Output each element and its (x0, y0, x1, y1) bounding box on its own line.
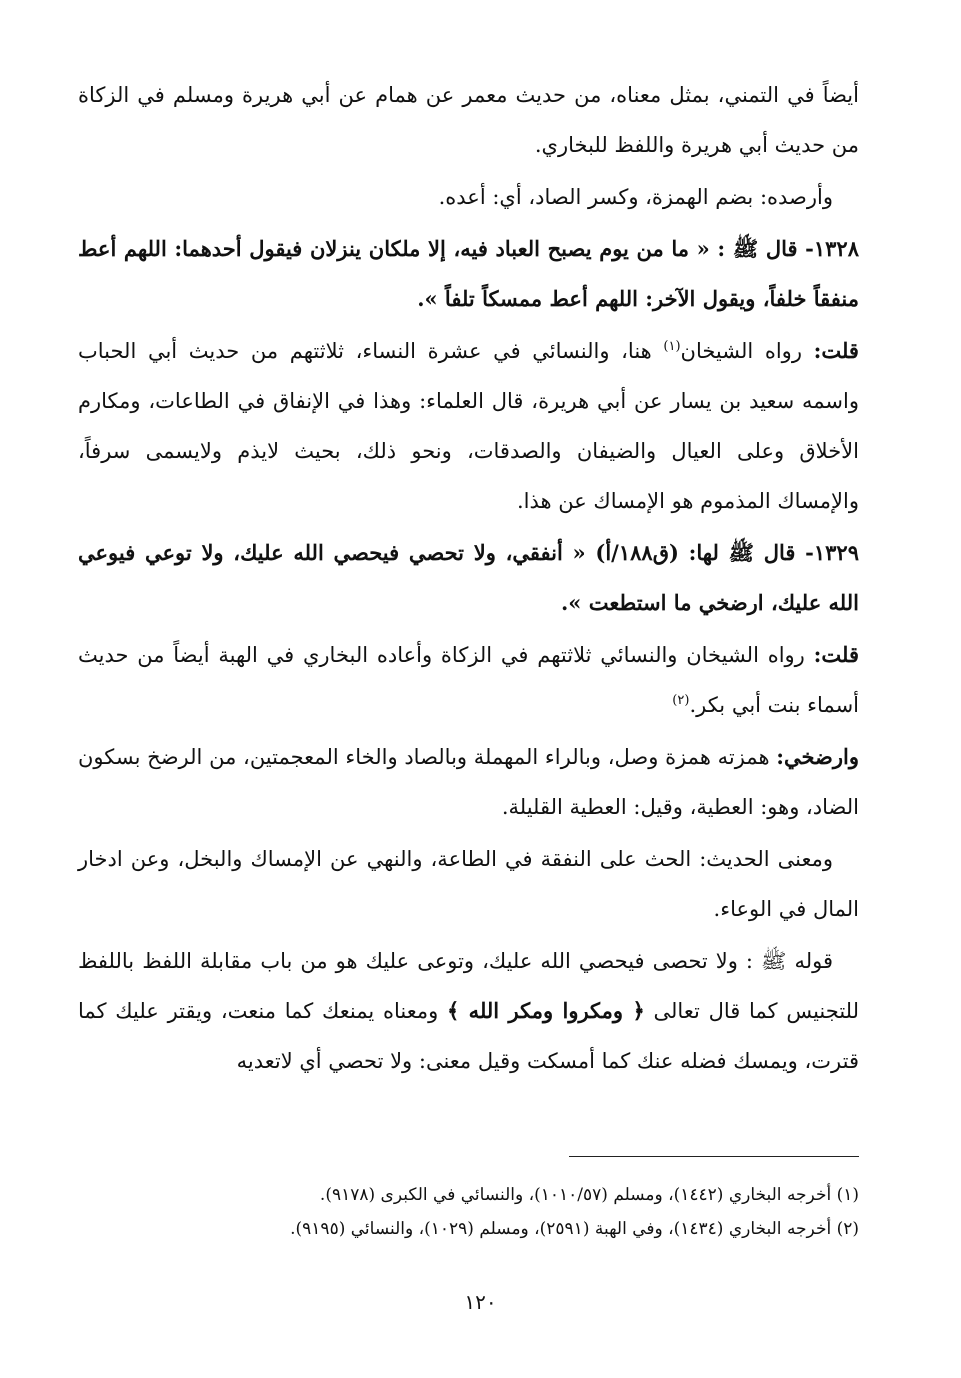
paragraph-definition: وأرصده: بضم الهمزة، وكسر الصاد، أي: أعده. (438, 185, 833, 209)
footnote-1: (١) أخرجه البخاري (١٤٤٢)، ومسلم (١٠١٠/٥٧)، والنسائي في الكبرى (٩١٧٨). (319, 1185, 859, 1205)
commentary-text: هنا، والنسائي في عشرة النساء، ثلاثتهم من حديث أبي الحباب واسمه سعيد بن يسار عن أبي هريرة، قال العلماء: وهذا في الإنفاق في الطاعات، ومكارم الأخلاق وعلى العيال والضيفان والصدقات، ونحو ذلك، بحيث لايذم ولايسمى سرفاً، والإمساك المذموم هو الإمساك عن هذا. (78, 339, 859, 513)
hadith-1329: ١٣٢٩- قال ﷺ لها: (ق١٨٨/أ) « أنفقي، ولا تحصي فيحصي الله عليك، ولا توعي فيوعي الله عليك، ارضخي ما استطعت ». (78, 540, 859, 615)
commentary-lead: قلت: (813, 642, 859, 667)
quran-quote: ﴿ ومكروا ومكر الله ﴾ (446, 998, 645, 1023)
footnote-divider (569, 1156, 859, 1157)
page-number: ١٢٠ (464, 1290, 497, 1314)
footnotes (78, 1178, 859, 1246)
footnote-2: (٢) أخرجه البخاري (١٤٣٤)، وفي الهبة (٢٥٩١)، ومسلم (١٠٢٩)، والنسائي (٩١٩٥). (290, 1219, 859, 1239)
term-lead: وارضخي: (776, 744, 859, 769)
term-text: همزته همزة وصل، وبالراء المهملة وبالصاد والخاء المعجمتين، من الرضخ بسكون الضاد، وهو: العطية، وقيل: العطية القليلة. (78, 745, 859, 819)
footnote-ref-1: (١) (663, 339, 681, 354)
hadith-1328: ١٣٢٨- قال ﷺ : « ما من يوم يصبح العباد فيه، إلا ملكان ينزلان فيقول أحدهما: اللهم أعط منفقاً خلفاً، ويقول الآخر: اللهم أعط ممسكاً تلفاً ». (78, 236, 859, 311)
paragraph-intro: أيضاً في التمني، بمثل معناه، من حديث معمر عن همام عن أبي هريرة ومسلم في الزكاة من حديث أبي هريرة واللفظ للبخاري. (78, 83, 859, 157)
word-explanation (78, 732, 859, 832)
final-text: ومعناه يمنعك كما منعت، ويقتر عليك كما قترت، ويمسك فضله عنك كما أمسكت وقيل معنى: ولا تحصي أي لاتعديه (78, 999, 859, 1073)
final-paragraph (78, 936, 859, 1086)
commentary-text: رواه الشيخان (680, 339, 814, 363)
commentary-text: رواه الشيخان والنسائي ثلاثتهم في الزكاة وأعاده البخاري في الهبة أيضاً من حديث أسماء بنت أبي بكر. (78, 643, 859, 717)
commentary-lead: قلت: (813, 338, 859, 363)
meaning-paragraph: ومعنى الحديث: الحث على النفقة في الطاعة، والنهي عن الإمساك والبخل، وعن ادخار المال في الوعاء. (78, 847, 859, 921)
footnote-ref-2: (٢) (672, 693, 690, 708)
commentary-1328 (78, 326, 859, 526)
commentary-1329 (78, 630, 859, 730)
final-text: قوله ﷺ : ولا تحصى فيحصي الله عليك، وتوعى عليك هو من باب مقابلة اللفظ باللفظ للتجنيس كما قال تعالى (78, 949, 860, 1023)
main-text (78, 70, 859, 1088)
